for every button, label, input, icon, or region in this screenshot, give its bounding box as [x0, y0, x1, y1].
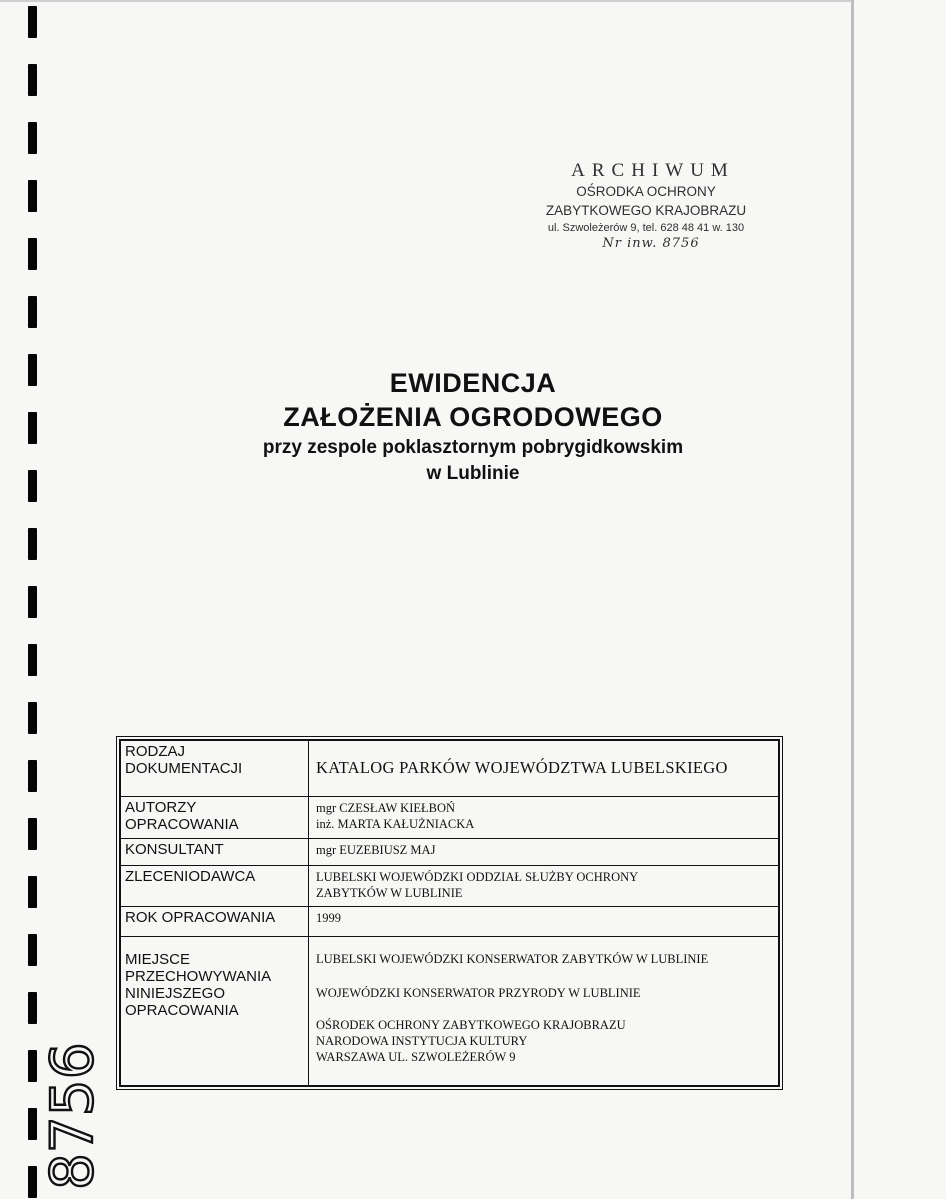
- binding-hole: [28, 818, 37, 850]
- document-title: EWIDENCJA: [389, 368, 557, 398]
- page-top-edge: [0, 0, 854, 2]
- value-line: WOJEWÓDZKI KONSERWATOR PRZYRODY W LUBLINIE: [316, 986, 641, 1000]
- value-line: NARODOWA INSTYTUCJA KULTURY: [316, 1034, 528, 1048]
- value-line: KATALOG PARKÓW WOJEWÓDZTWA LUBELSKIEGO: [316, 758, 728, 777]
- binding-hole: [28, 64, 37, 96]
- binding-hole: [28, 760, 37, 792]
- binding-hole: [28, 586, 37, 618]
- table-row: [121, 907, 779, 937]
- document-title-block: [0, 366, 946, 487]
- value-line: LUBELSKI WOJEWÓDZKI ODDZIAŁ SŁUŻBY OCHRONY: [316, 870, 639, 884]
- table-row: [121, 797, 779, 839]
- table-row: [121, 741, 779, 797]
- value-line: WARSZAWA UL. SZWOLEŻERÓW 9: [316, 1050, 516, 1064]
- archive-stamp: [536, 160, 756, 251]
- row-value: [309, 839, 779, 866]
- binding-hole: [28, 238, 37, 270]
- binding-hole: [28, 934, 37, 966]
- binding-hole: [28, 876, 37, 908]
- label-line: DOKUMENTACJI: [125, 760, 243, 777]
- value-line: mgr CZESŁAW KIEŁBOŃ: [316, 801, 456, 815]
- label-line: RODZAJ: [125, 743, 185, 760]
- row-label: [121, 839, 309, 866]
- binding-hole: [28, 528, 37, 560]
- document-subtitle: przy zespole poklasztornym pobrygidkowskim: [262, 437, 684, 458]
- label-line: MIEJSCE: [125, 951, 191, 968]
- handwritten-inventory-number: [38, 1042, 106, 1192]
- label-line: OPRACOWANIA: [125, 816, 239, 833]
- table-row: [121, 937, 779, 1086]
- value-line: ZABYTKÓW W LUBLINIE: [316, 886, 463, 900]
- row-value: [309, 907, 779, 937]
- label-line: NINIEJSZEGO: [125, 985, 226, 1002]
- binding-hole: [28, 1166, 37, 1198]
- row-label: [121, 797, 309, 839]
- inventory-number-handwritten: Nr inw. 8756: [602, 236, 700, 251]
- binding-hole: [28, 6, 37, 38]
- row-label: [121, 866, 309, 907]
- binding-hole: [28, 702, 37, 734]
- binding-hole: [28, 180, 37, 212]
- label-line: PRZECHOWYWANIA: [125, 968, 272, 985]
- row-value: [309, 866, 779, 907]
- value-line: OŚRODEK OCHRONY ZABYTKOWEGO KRAJOBRAZU: [316, 1018, 626, 1032]
- label-line: ROK OPRACOWANIA: [125, 909, 276, 926]
- label-line: ZLECENIODAWCA: [125, 868, 256, 885]
- table-row: [121, 839, 779, 866]
- binding-hole: [28, 296, 37, 328]
- binding-holes: [0, 0, 60, 1199]
- binding-hole: [28, 1108, 37, 1140]
- row-label: [121, 937, 309, 1086]
- binding-hole: [28, 992, 37, 1024]
- stamp-line: ZABYTKOWEGO KRAJOBRAZU: [545, 203, 747, 218]
- row-value: [309, 797, 779, 839]
- document-title-line2: ZAŁOŻENIA OGRODOWEGO: [283, 402, 663, 432]
- label-line: OPRACOWANIA: [125, 1002, 239, 1019]
- document-subtitle-line2: w Lublinie: [426, 463, 520, 484]
- row-label: [121, 741, 309, 797]
- row-label: [121, 907, 309, 937]
- handwritten-number-text: 8756: [38, 1042, 106, 1190]
- binding-hole: [28, 122, 37, 154]
- value-line: 1999: [316, 911, 341, 925]
- label-line: KONSULTANT: [125, 841, 224, 858]
- binding-hole: [28, 1050, 37, 1082]
- row-value: [309, 741, 779, 797]
- binding-hole: [28, 644, 37, 676]
- value-line: inż. MARTA KAŁUŻNIACKA: [316, 817, 475, 831]
- value-line: mgr EUZEBIUSZ MAJ: [316, 843, 436, 857]
- stamp-address: ul. Szwoleżerów 9, tel. 628 48 41 w. 130: [547, 222, 745, 234]
- stamp-title: ARCHIWUM: [571, 160, 735, 181]
- table-row: [121, 866, 779, 907]
- metadata-table: [116, 736, 783, 1090]
- row-value: [309, 937, 779, 1086]
- label-line: AUTORZY: [125, 799, 197, 816]
- page-right-edge: [851, 0, 854, 1199]
- value-line: LUBELSKI WOJEWÓDZKI KONSERWATOR ZABYTKÓW W LUBLINIE: [316, 952, 709, 966]
- stamp-line: OŚRODKA OCHRONY: [576, 184, 716, 199]
